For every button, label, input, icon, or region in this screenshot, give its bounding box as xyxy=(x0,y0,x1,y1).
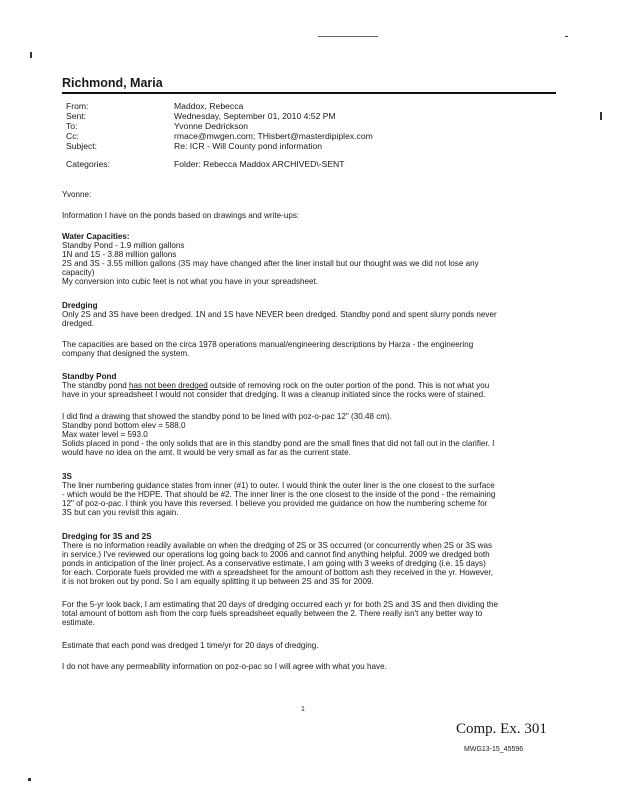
to-value: Yvonne Dedrickson xyxy=(174,121,249,131)
standby-pond-heading: Standby Pond xyxy=(62,372,117,381)
3s-line-4: 3S but can you revisit this again. xyxy=(62,508,179,517)
sent-label: Sent: xyxy=(66,111,87,121)
3s-line-2: - which would be the HDPE. That should be #2. The inner liner is the one closest to the inside of the pond - the remaining xyxy=(62,490,496,499)
lookback-line-1: For the 5-yr look back, I am estimating that 20 days of dredging occurred each yr for both 2S and 3S and then dividing the xyxy=(62,600,498,609)
standby-line-1-underlined: has not been dredged xyxy=(129,381,208,390)
drawing-line-5: would have no idea on the amt. It would be very small as far as the current state. xyxy=(62,448,351,457)
3s-heading: 3S xyxy=(62,472,72,481)
scan-mark-top-right xyxy=(565,36,568,37)
lookback-line-2: total amount of bottom ash from the corp fuels spreadsheet equally between the 2. There really isn't any better way to xyxy=(62,609,483,618)
capacities-line-1: The capacities are based on the circa 1978 operations manual/engineering descriptions by Harza - the engineering xyxy=(62,340,474,349)
dredging-line-2: dredged. xyxy=(62,319,94,328)
subject-value: Re: ICR - Will County pond information xyxy=(174,141,323,151)
dredging-3s-2s-line-4: for each. Corporate fuels provided me with a spreadsheet for the amount of bottom ash they received in the yr. However, xyxy=(62,568,493,577)
capacities-line-2: company that designed the system. xyxy=(62,349,190,358)
dredging-3s-2s-line-2: in service.) I've reviewed our operations log going back to 2006 and cannot find anything helpful. 2009 we dredged both xyxy=(62,550,490,559)
header-divider xyxy=(62,92,556,94)
from-label: From: xyxy=(66,101,89,111)
subject-label: Subject: xyxy=(66,141,98,151)
drawing-line-4: Solids placed in pond - the only solids that are in this standby pond are the small fines that did not fall out in the clarifier. I xyxy=(62,439,495,448)
page-number: 1 xyxy=(301,706,305,713)
standby-line-1 xyxy=(62,381,556,390)
scan-mark-right-edge xyxy=(600,112,602,120)
categories-value: Folder: Rebecca Maddox ARCHIVED\-SENT xyxy=(174,159,345,169)
cc-label: Cc: xyxy=(66,131,79,141)
exhibit-label: Comp. Ex. 301 xyxy=(456,721,547,737)
dredging-3s-2s-line-3: ponds in anticipation of the liner project. As a conservative estimate, I am going with 3 weeks of dredging (i.e. 15 days) xyxy=(62,559,486,568)
cc-value: rmace@mwgen.com; THisbert@masterdipiplex.com xyxy=(174,131,373,141)
standby-line-1-post: outside of removing rock on the outer portion of the pond. This is not what you xyxy=(207,381,490,390)
scan-mark-top-bar xyxy=(318,36,378,37)
scan-mark-bottom-left xyxy=(28,778,31,781)
dredging-3s-2s-heading: Dredging for 3S and 2S xyxy=(62,532,152,541)
dredging-3s-2s-line-1: There is no information readily available on when the dredging of 2S or 3S occurred (or concurrently when 2S or 3S was xyxy=(62,541,493,550)
estimate-line: Estimate that each pond was dredged 1 time/yr for 20 days of dredging. xyxy=(62,641,319,650)
categories-label: Categories: xyxy=(66,159,110,169)
dredging-line-1: Only 2S and 3S have been dredged. 1N and 1S have NEVER been dredged. Standby pond and spent slurry ponds never xyxy=(62,310,497,319)
scan-mark-top-left xyxy=(30,52,32,58)
dredging-3s-2s-line-5: it is not broken out by pond. So I am equally splitting it up between 2S and 3S for 2009. xyxy=(62,577,374,586)
water-line-1: Standby Pond - 1.9 million gallons xyxy=(62,241,185,250)
greeting: Yvonne: xyxy=(62,190,92,199)
dredging-heading: Dredging xyxy=(62,301,98,310)
water-line-4: capacity) xyxy=(62,268,95,277)
from-value: Maddox, Rebecca xyxy=(174,101,244,111)
drawing-line-3: Max water level = 593.0 xyxy=(62,430,148,439)
water-line-5: My conversion into cubic feet is not what you have in your spreadsheet. xyxy=(62,277,318,286)
intro-line: Information I have on the ponds based on drawings and write-ups: xyxy=(62,211,300,220)
lookback-line-3: estimate. xyxy=(62,618,95,627)
sent-value: Wednesday, September 01, 2010 4:52 PM xyxy=(174,111,336,121)
3s-line-3: 12" of poz-o-pac. I think you have this reversed. I believe you provided me guidance on how the numbering scheme for xyxy=(62,499,488,508)
drawing-line-1: I did find a drawing that showed the standby pond to be lined with poz-o-pac 12" (30.48 cm). xyxy=(62,412,392,421)
water-line-3: 2S and 3S - 3.55 million gallons (3S may have changed after the liner install but our thought was we did not lose any xyxy=(62,259,479,268)
3s-line-1: The liner numbering guidance states from inner (#1) to outer. I would think the outer liner is the one closest to the surface xyxy=(62,481,495,490)
standby-line-2: have in your spreadsheet I would not consider that dredging. It was a cleanup initiated since the rocks were of stained. xyxy=(62,390,486,399)
document-owner-name: Richmond, Maria xyxy=(62,76,163,90)
drawing-line-2: Standby pond bottom elev = 588.0 xyxy=(62,421,186,430)
permeability-line: I do not have any permeability information on poz-o-pac so I will agree with what you have. xyxy=(62,662,387,671)
bates-number: MWG13-15_45596 xyxy=(464,746,524,753)
to-label: To: xyxy=(66,121,78,131)
standby-line-1-pre: The standby pond xyxy=(62,381,130,390)
water-line-2: 1N and 1S - 3.88 million gallons xyxy=(62,250,177,259)
water-capacities-heading: Water Capacities: xyxy=(62,232,130,241)
